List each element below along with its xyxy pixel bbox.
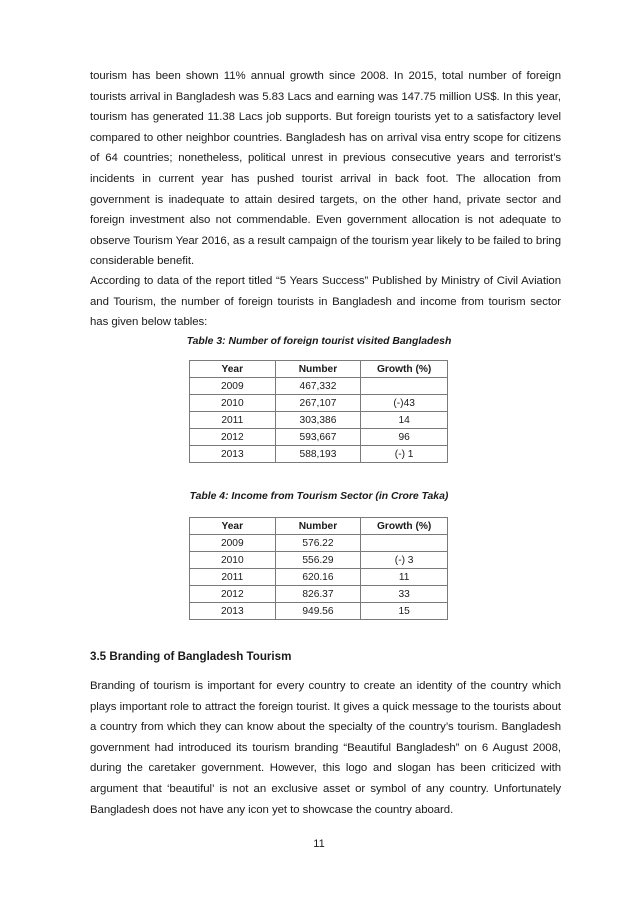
cell-number: 593,667: [275, 429, 361, 446]
cell-growth: (-)43: [361, 395, 448, 412]
cell-year: 2010: [190, 395, 276, 412]
cell-number: 949.56: [275, 603, 361, 620]
cell-number: 576.22: [275, 535, 361, 552]
table-row: [190, 378, 448, 395]
table4-caption: Table 4: Income from Tourism Sector (in Crore Taka): [189, 491, 449, 502]
cell-year: 2011: [190, 412, 276, 429]
col-header-number: Number: [275, 518, 361, 535]
cell-year: 2013: [190, 446, 276, 463]
page-number: 11: [313, 838, 325, 850]
cell-number: 620.16: [275, 569, 361, 586]
table-row: [190, 552, 448, 569]
col-header-growth: Growth (%): [361, 361, 448, 378]
table-header-row: [190, 361, 448, 378]
col-header-number: Number: [275, 361, 361, 378]
cell-growth: (-) 3: [361, 552, 448, 569]
cell-growth: 96: [361, 429, 448, 446]
body-paragraph-2: According to data of the report titled “5 Years Success” Published by Ministry of Civil Aviation and Tourism, the number of foreign tourists in Bangladesh and income from tourism sector has given below tables:: [90, 275, 561, 329]
cell-number: 556.29: [275, 552, 361, 569]
table4-tourism-income: [189, 517, 448, 620]
cell-growth: (-) 1: [361, 446, 448, 463]
table-row: [190, 429, 448, 446]
cell-year: 2010: [190, 552, 276, 569]
cell-year: 2011: [190, 569, 276, 586]
table-row: [190, 603, 448, 620]
table-row: [190, 395, 448, 412]
col-header-year: Year: [190, 518, 276, 535]
table-row: [190, 569, 448, 586]
col-header-year: Year: [190, 361, 276, 378]
table-row: [190, 535, 448, 552]
cell-growth: 14: [361, 412, 448, 429]
cell-growth: [361, 535, 448, 552]
cell-number: 467,332: [275, 378, 361, 395]
section-paragraph: Branding of tourism is important for every country to create an identity of the country which plays important role to attract the foreign tourist. It gives a quick message to the tourists about a country from which they can know about the specialty of the country’s tourism. Bangladesh government had introduced its tourism branding “Beautiful Bangladesh” on 6 August 2008, during the caretaker government. However, this logo and slogan has been criticized with argument that ‘beautiful’ is not an exclusive asset or symbol of any country. Unfortunately Bangladesh does not have any icon yet to showcase the country aboard.: [90, 680, 561, 816]
cell-growth: 11: [361, 569, 448, 586]
table3-foreign-tourists: [189, 360, 448, 463]
table-header-row: [190, 518, 448, 535]
cell-number: 588,193: [275, 446, 361, 463]
cell-year: 2009: [190, 535, 276, 552]
cell-year: 2009: [190, 378, 276, 395]
cell-number: 826.37: [275, 586, 361, 603]
cell-number: 303,386: [275, 412, 361, 429]
col-header-growth: Growth (%): [361, 518, 448, 535]
section-heading: 3.5 Branding of Bangladesh Tourism: [90, 650, 292, 663]
cell-growth: [361, 378, 448, 395]
body-paragraph-1: tourism has been shown 11% annual growth since 2008. In 2015, total number of foreign tourists arrival in Bangladesh was 5.83 Lacs and earning was 147.75 million US$. In this year, tourism has generated 11.38 Lacs job supports. But foreign tourists yet to a satisfactory level compared to other neighbor countries. Bangladesh has on arrival visa entry scope for citizens of 64 countries; nonetheless, political unrest in previous consecutive years and terrorist’s incidents in current year has pushed tourist arrival in back foot. The allocation from government is inadequate to attain desired targets, on the other hand, private sector and foreign investment also not commendable. Even government allocation is not adequate to observe Tourism Year 2016, as a result campaign of the tourism year likely to be failed to bring considerable benefit.: [90, 70, 561, 268]
cell-year: 2013: [190, 603, 276, 620]
table3-caption: Table 3: Number of foreign tourist visited Bangladesh: [186, 336, 452, 347]
cell-growth: 33: [361, 586, 448, 603]
cell-growth: 15: [361, 603, 448, 620]
table-row: [190, 412, 448, 429]
table-row: [190, 446, 448, 463]
table-row: [190, 586, 448, 603]
cell-year: 2012: [190, 586, 276, 603]
cell-number: 267,107: [275, 395, 361, 412]
cell-year: 2012: [190, 429, 276, 446]
